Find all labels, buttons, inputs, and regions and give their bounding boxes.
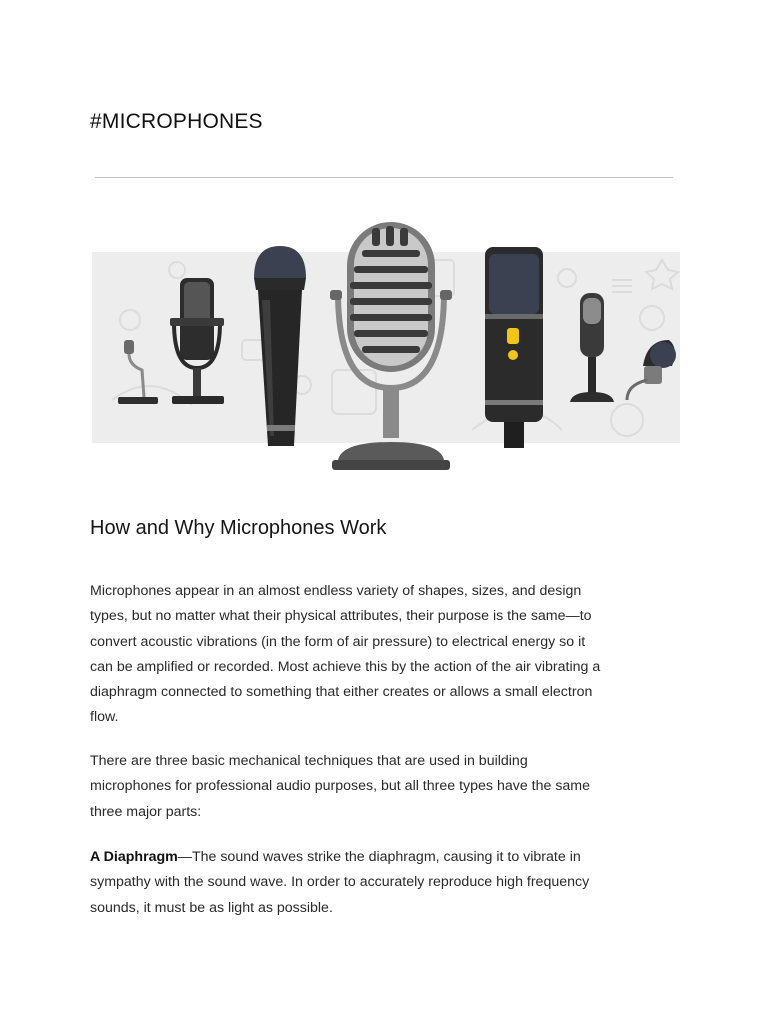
page-title: #MICROPHONES [90,110,263,133]
diaphragm-description: —The sound waves strike the diaphragm, causing it to vibrate in sympathy with the sound wave. In order to accurately reproduce high frequency sounds, it must be as light as possible. [90,849,590,916]
diaphragm-term: A Diaphragm [90,849,178,865]
title-divider [95,177,673,178]
paragraph-techniques: There are three basic mechanical techniques that are used in building microphones for professional audio purposes, but all three types have the same three major parts: [90,753,591,820]
paragraph-diaphragm [90,845,610,921]
condenser-mic-icon [485,247,543,448]
section-heading: How and Why Microphones Work [90,517,387,539]
paragraph-intro: Microphones appear in an almost endless variety of shapes, sizes, and design types, but no matter what their physical attributes, their purpose is the same—to convert acoustic vibrations (in the form of air pressure) to electrical energy so it can be amplified or recorded. Most achieve this by the action of the air vibrating a diaphragm connected to something that either creates or allows a small electron flow. [90,583,601,726]
hero-image [92,220,680,476]
